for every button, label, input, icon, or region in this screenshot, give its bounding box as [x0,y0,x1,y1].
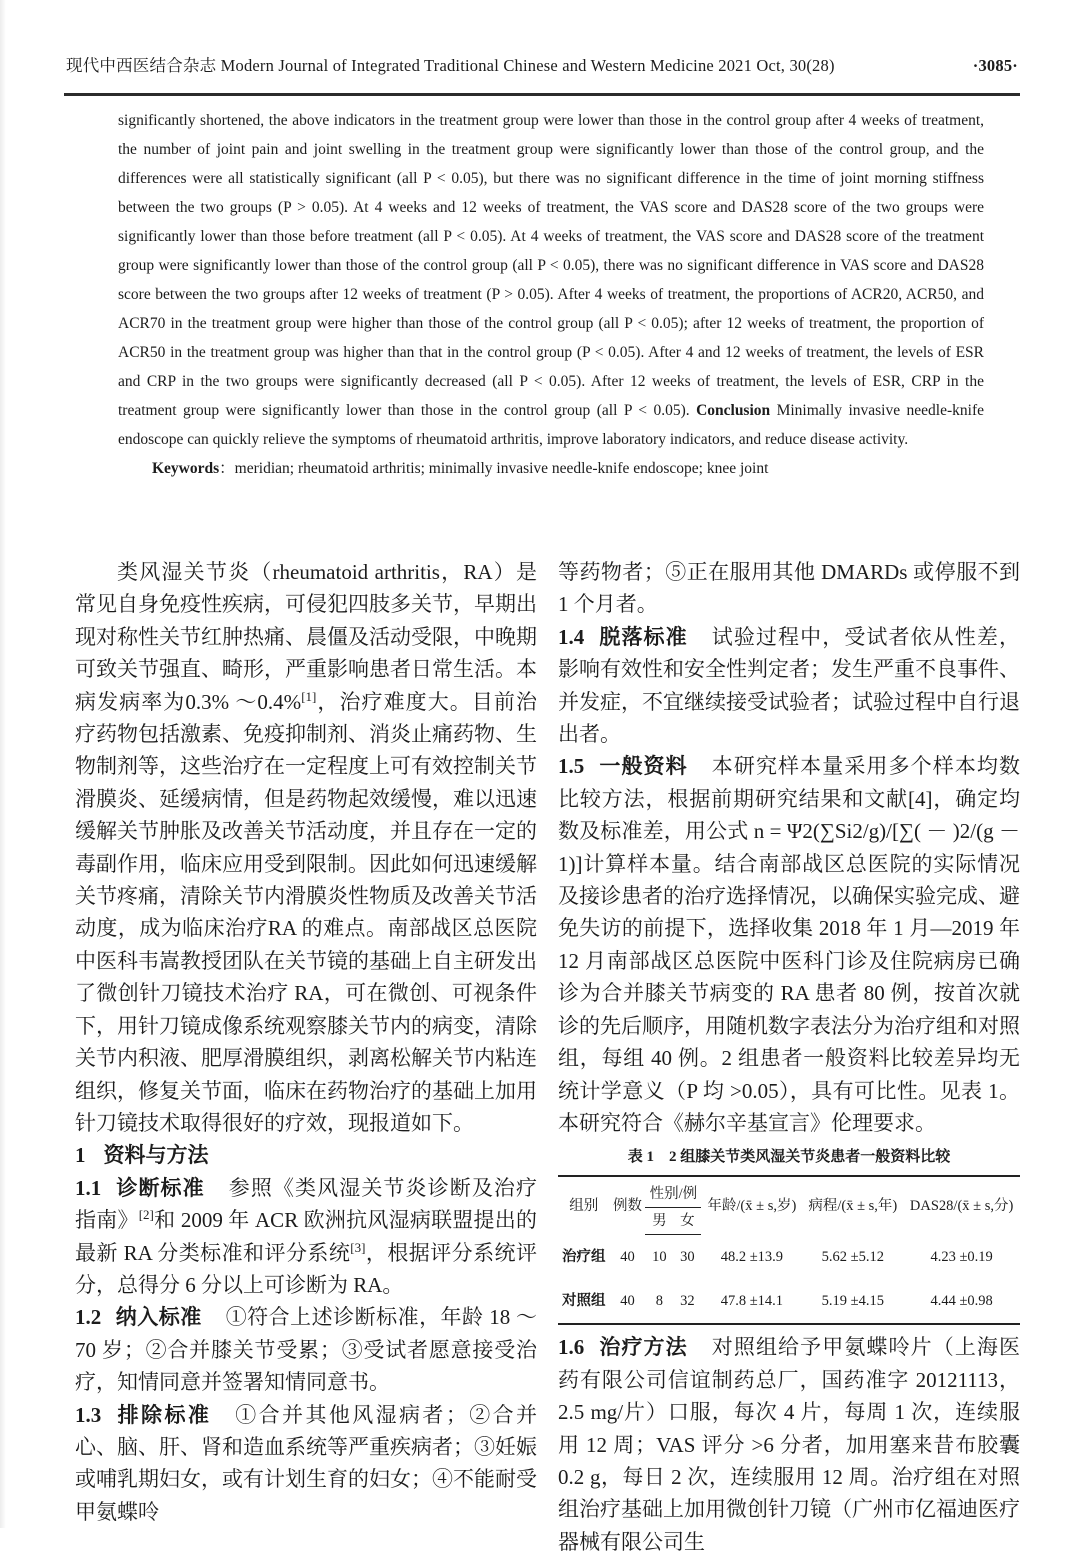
section-1-2 [75,1301,537,1398]
header-rule [64,93,1020,96]
table-row [558,1279,1020,1324]
citation-ref-2: [2] [138,1207,154,1223]
cell-course: 5.62 ±5.12 [821,1248,884,1265]
journal-title: 现代中西医结合杂志 Modern Journal of Integrated Traditional Chinese and Western Medicine 2021 Oct, 30(28) [66,56,835,75]
col-n: 例数 [613,1198,643,1215]
section-title: 脱落标准 [598,624,688,649]
col-sex: 性别/例 [645,1176,701,1208]
section-number: 1.6 [558,1335,585,1360]
col-group: 组别 [569,1198,599,1215]
section-title: 一般资料 [598,754,688,779]
cell-das28: 4.44 ±0.98 [930,1293,993,1310]
cell-group: 治疗组 [562,1248,606,1265]
col-das28: DAS28/(x̄ ± s,分) [909,1198,1014,1215]
section-1-5 [558,750,1020,1139]
cell-female: 30 [680,1249,695,1266]
section-body: ①符合上述诊断标准，年龄 18 ～70 岁；②合并膝关节受累；③受试者愿意接受治疗，知情同意并签署知情同意书。 [75,1305,538,1395]
citation-ref-1: [1] [301,688,317,704]
section-title: 诊断标准 [115,1175,205,1200]
section-heading-1 [75,1139,537,1171]
section-number: 1.3 [75,1402,102,1427]
cell-male: 10 [652,1249,667,1266]
cell-n: 40 [620,1248,635,1265]
table-header [558,1176,1020,1235]
section-body: 本研究样本量采用多个样本均数比较方法，根据前期研究结果和文献[4]，确定均数及标准差，用公式 n = Ψ2(∑Si2/g)/[∑( － )2/(g －1)]计算样本量。结合南部战区总医院的实际情况及接诊患者的治疗选择情况，以确保实验完成、避免失访的前提下，选择收集 2018 年 1 月—2019 年 12 月南部战区总医院中医科门诊及住院病房已确诊为合并膝关节病变的 RA 患者 80 例，按首次就诊的先后顺序，用随机数字表法分为治疗组和对照组，每组 40 例。2 组患者一般资料比较差异均无统计学意义（P 均 >0.05），具有可比性。见表 1。本研究符合《赫尔辛基宣言》伦理要求。 [558,754,1021,1135]
intro-text: 类风湿关节炎（rheumatoid arthritis，RA）是常见自身免疫性疾病，可侵犯四肢多关节，早期出现对称性关节红肿热痛、晨僵及活动受限，中晚期可致关节强直、畸形，严重影响患者日常生活。本病发病率为0.3% ～0.4% [75,560,537,714]
section-title: 纳入标准 [115,1305,202,1330]
section-1-6 [558,1331,1020,1558]
body-columns [75,556,1020,1558]
section-number: 1.5 [558,754,585,779]
section-number: 1.1 [75,1175,102,1200]
conclusion-label: Conclusion [696,402,771,419]
section-body: ，根据评分系统评分，总得分 6 分以上可诊断为 RA。 [75,1240,538,1297]
keywords-line [118,454,984,483]
right-column [558,556,1020,1558]
section-title: 治疗方法 [598,1335,688,1360]
intro-text: ，治疗难度大。目前治疗药物包括激素、免疫抑制剂、消炎止痛药物、生物制剂等，这些治疗在一定程度上可有效控制关节滑膜炎、延缓病情，但是药物起效缓慢，难以迅速缓解关节肿胀及改善关节活动度，并且存在一定的毒副作用，临床应用受到限制。因此如何迅速缓解关节疼痛，清除关节内滑膜炎性物质及改善关节活动度，成为临床治疗RA 的难点。南部战区总医院中医科韦嵩教授团队在关节镜的基础上自主研发出了微创针刀镜技术治疗 RA，可在微创、可视条件下，用针刀镜成像系统观察膝关节内的病变，清除关节内积液、肥厚滑膜组织，剥离松解关节内粘连组织，修复关节面，临床在药物治疗的基础上加用针刀镜技术取得很好的疗效，现报道如下。 [75,689,537,1135]
intro-paragraph [75,556,537,1139]
table-caption: 表 1 2 组膝关节类风湿关节炎患者一般资料比较 [627,1149,951,1166]
section-body: 和 2009 年 ACR 欧洲抗风湿病联盟提出的最新 RA 分类标准和评分系统 [75,1208,537,1265]
section-body: 试验过程中，受试者依从性差，影响有效性和安全性判定者；发生严重不良事件、并发症，不宜继续接受试验者；试验过程中自行退出者。 [558,624,1021,747]
abstract-body: significantly shortened, the above indicators in the treatment group were lower than those in the control group after 4 weeks of treatment, the number of joint pain and joint swelling in the treatment group were significantly lower than those of the control group, and the differences were all statistically significant (all P < 0.05), but there was no significant difference in the time of joint morning stiffness between the two groups (P > 0.05). At 4 weeks and 12 weeks of treatment, the VAS score and DAS28 score of the two groups were significantly lower than those before treatment (all P < 0.05). At 4 weeks of treatment, the VAS score and DAS28 score of the treatment group were significantly lower than those of the control group (all P < 0.05), there was no significant difference in VAS score and DAS28 score between the two groups after 12 weeks of treatment (P > 0.05). After 4 weeks of treatment, the proportions of ACR20, ACR50, and ACR70 in the treatment group were higher than those of the control group (all P < 0.05); after 12 weeks of treatment, the proportion of ACR50 in the treatment group was higher than that in the control group (P < 0.05). After 4 and 12 weeks of treatment, the levels of ESR and CRP in the two groups were significantly decreased (all P < 0.05). After 12 weeks of treatment, the levels of ESR, CRP in the treatment group were significantly lower than those in the control group (all P < 0.05). [118,112,984,419]
table-1-block [558,1145,1020,1325]
conclusion-text: Minimally invasive needle-knife endoscope can quickly relieve the symptoms of rheumatoid arthritis, improve laboratory indicators, and reduce disease activity. [118,402,984,448]
cell-age: 47.8 ±14.1 [720,1293,784,1310]
cell-group: 对照组 [562,1293,606,1310]
left-column [75,556,537,1558]
section-number: 1.2 [75,1305,102,1330]
section-1-3 [75,1399,537,1529]
cell-age: 48.2 ±13.9 [720,1248,784,1265]
cell-n: 40 [620,1293,635,1310]
section-1-4 [558,621,1020,751]
keywords-text: ：meridian; rheumatoid arthritis; minimally invasive needle-knife endoscope; knee joint [219,460,769,477]
section-number: 1.4 [558,624,585,649]
col-male: 男 [645,1208,673,1235]
section-title: 资料与方法 [103,1143,209,1168]
continuation-paragraph [558,556,1020,621]
section-body: ①合并其他风湿病者；②合并心、脑、肝、肾和造血系统等严重疾病者；③妊娠或哺乳期妇女，或有计划生育的妇女；④不能耐受甲氨蝶呤 [75,1402,538,1524]
section-body: 对照组给予甲氨蝶呤片（上海医药有限公司信谊制药总厂，国药准字 20121113，2.5 mg/片）口服，每次 4 片，每周 1 次，连续服用 12 周；VAS 评分 >6 分者，加用塞来昔布胶囊 0.2 g，每日 2 次，连续服用 12 周。治疗组在对照组治疗基础上加用微创针刀镜（广州市亿福迪医疗器械有限公司生 [558,1335,1021,1554]
cell-male: 8 [655,1293,664,1310]
journal-header [66,52,1018,76]
cell-female: 32 [680,1293,695,1310]
abstract-paragraph [118,106,984,454]
col-course: 病程/(x̄ ± s,年) [808,1198,898,1215]
continuation-text: 等药物者；⑤正在服用其他 DMARDs 或停服不到 1 个月者。 [558,560,1020,617]
page-number: ·3085· [972,56,1018,75]
section-title: 排除标准 [115,1402,212,1427]
table-row [558,1235,1020,1280]
table-body [558,1235,1020,1325]
section-1-1 [75,1172,537,1302]
keywords-label: Keywords [152,460,220,477]
cell-course: 5.19 ±4.15 [821,1293,884,1310]
table-1 [558,1175,1020,1325]
col-female: 女 [673,1208,701,1235]
section-body: 参照《类风湿关节炎诊断及治疗指南》 [75,1175,538,1233]
english-abstract [118,106,984,483]
cell-das28: 4.23 ±0.19 [930,1248,993,1265]
citation-ref-3: [3] [350,1239,366,1255]
section-number: 1 [75,1143,86,1168]
col-age: 年龄/(x̄ ± s,岁) [707,1198,797,1215]
